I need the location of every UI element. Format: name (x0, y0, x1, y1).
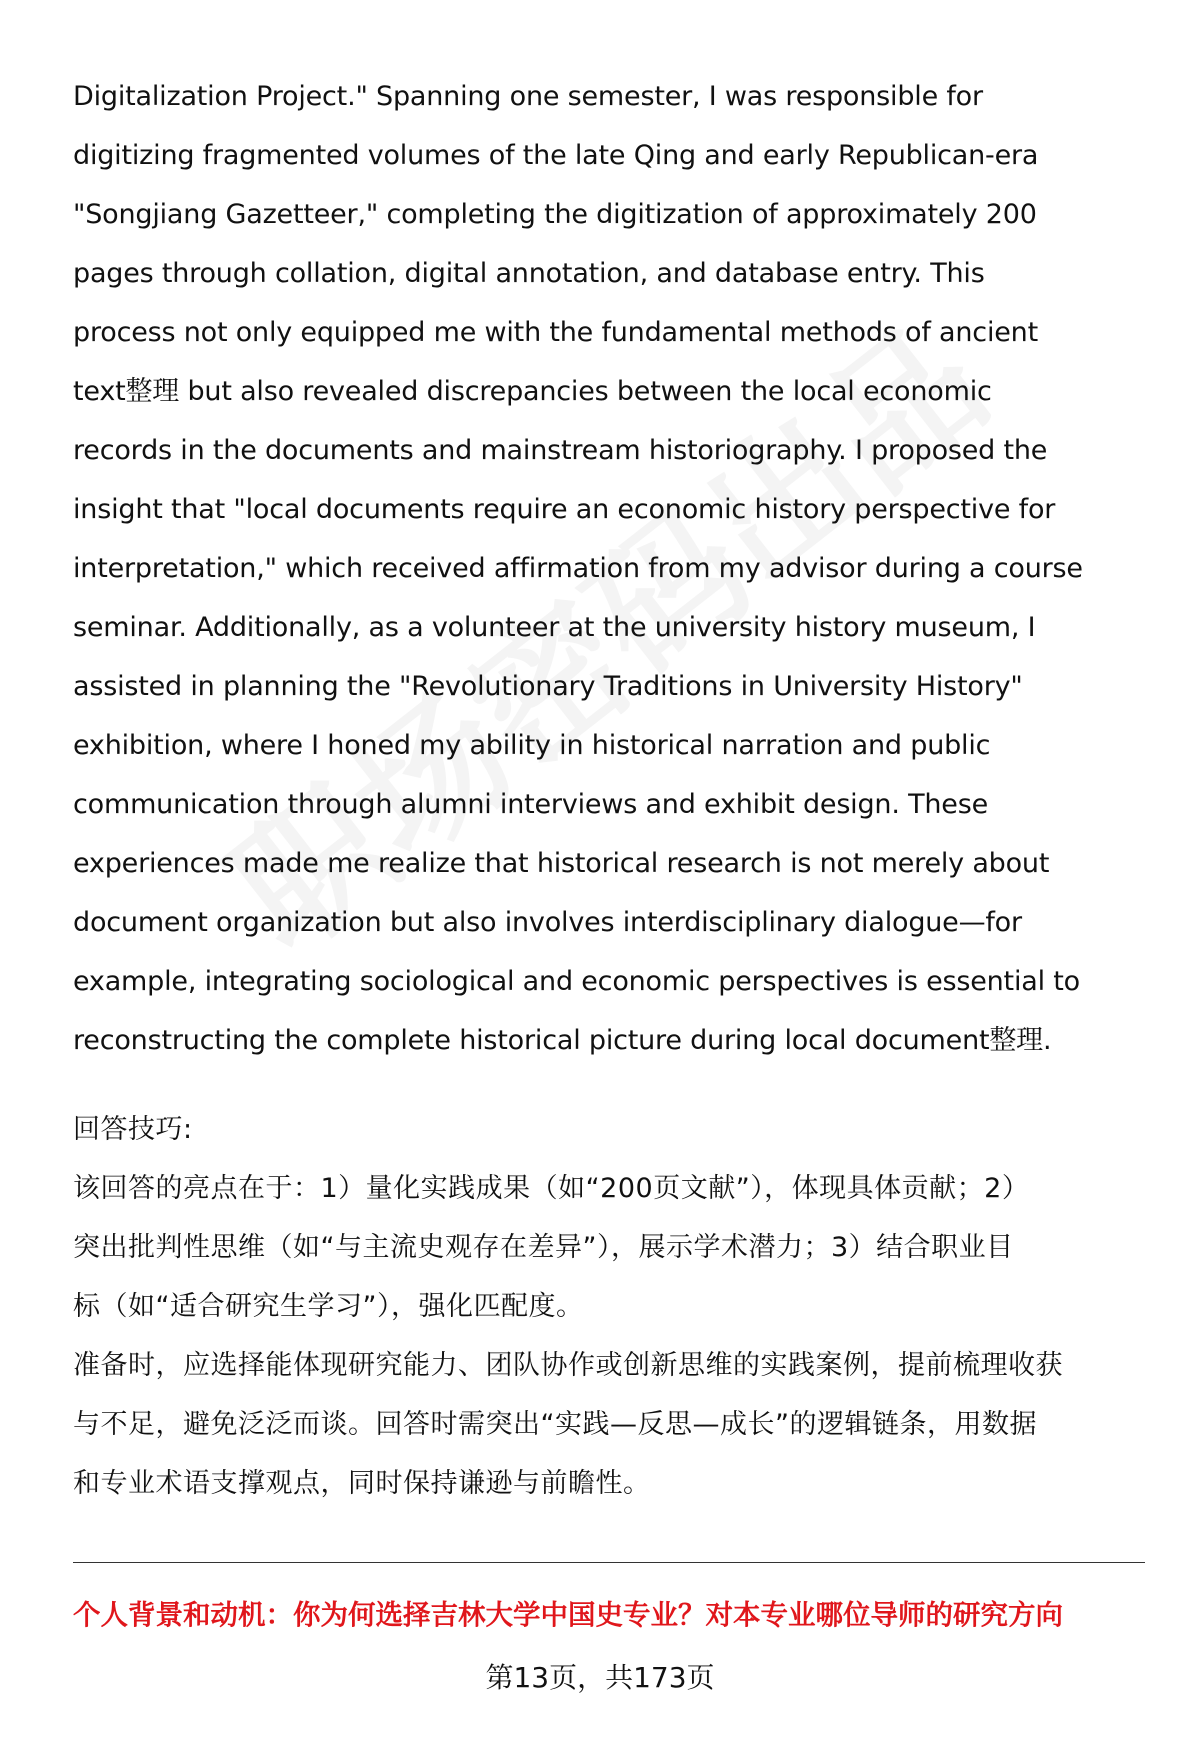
tips-heading: 回答技巧: (73, 1114, 193, 1145)
body-line: process not only equipped me with the fundamental methods of ancient (73, 317, 1038, 348)
body-line: example, integrating sociological and economic perspectives is essential to (73, 966, 1080, 997)
tips-line: 准备时，应选择能体现研究能力、团队协作或创新思维的实践案例，提前梳理收获 (73, 1350, 1063, 1381)
body-line: "Songjiang Gazetteer," completing the digitization of approximately 200 (73, 199, 1037, 230)
tips-line: 该回答的亮点在于：1）量化实践成果（如“200页文献”），体现具体贡献；2） (73, 1173, 1030, 1204)
body-line: pages through collation, digital annotation, and database entry. This (73, 258, 985, 289)
tips-line: 标（如“适合研究生学习”），强化匹配度。 (73, 1291, 584, 1322)
body-line: seminar. Additionally, as a volunteer at the university history museum, I (73, 612, 1036, 643)
body-line: reconstructing the complete historical picture during local document整理. (73, 1025, 1052, 1056)
body-line: communication through alumni interviews and exhibit design. These (73, 789, 988, 820)
tips-line: 与不足，避免泛泛而谈。回答时需突出“实践—反思—成长”的逻辑链条，用数据 (73, 1409, 1037, 1440)
next-question-heading: 个人背景和动机：你为何选择吉林大学中国史专业？对本专业哪位导师的研究方向 (73, 1599, 1063, 1631)
body-line: exhibition, where I honed my ability in historical narration and public (73, 730, 991, 761)
body-line: assisted in planning the "Revolutionary Traditions in University History" (73, 671, 1023, 702)
body-line: insight that "local documents require an economic history perspective for (73, 494, 1056, 525)
tips-line: 和专业术语支撑观点，同时保持谦逊与前瞻性。 (73, 1468, 651, 1499)
tips-line: 突出批判性思维（如“与主流史观存在差异”），展示学术潜力；3）结合职业目 (73, 1232, 1014, 1263)
page-number: 第13页，共173页 (485, 1661, 715, 1694)
body-line: records in the documents and mainstream historiography. I proposed the (73, 435, 1048, 466)
body-line: text整理 but also revealed discrepancies between the local economic (73, 376, 992, 407)
section-divider (73, 1562, 1145, 1563)
body-line: experiences made me realize that historical research is not merely about (73, 848, 1050, 879)
body-line: document organization but also involves interdisciplinary dialogue—for (73, 907, 1022, 938)
body-line: Digitalization Project." Spanning one semester, I was responsible for (73, 81, 983, 112)
body-line: interpretation," which received affirmation from my advisor during a course (73, 553, 1083, 584)
body-line: digitizing fragmented volumes of the late Qing and early Republican-era (73, 140, 1039, 171)
